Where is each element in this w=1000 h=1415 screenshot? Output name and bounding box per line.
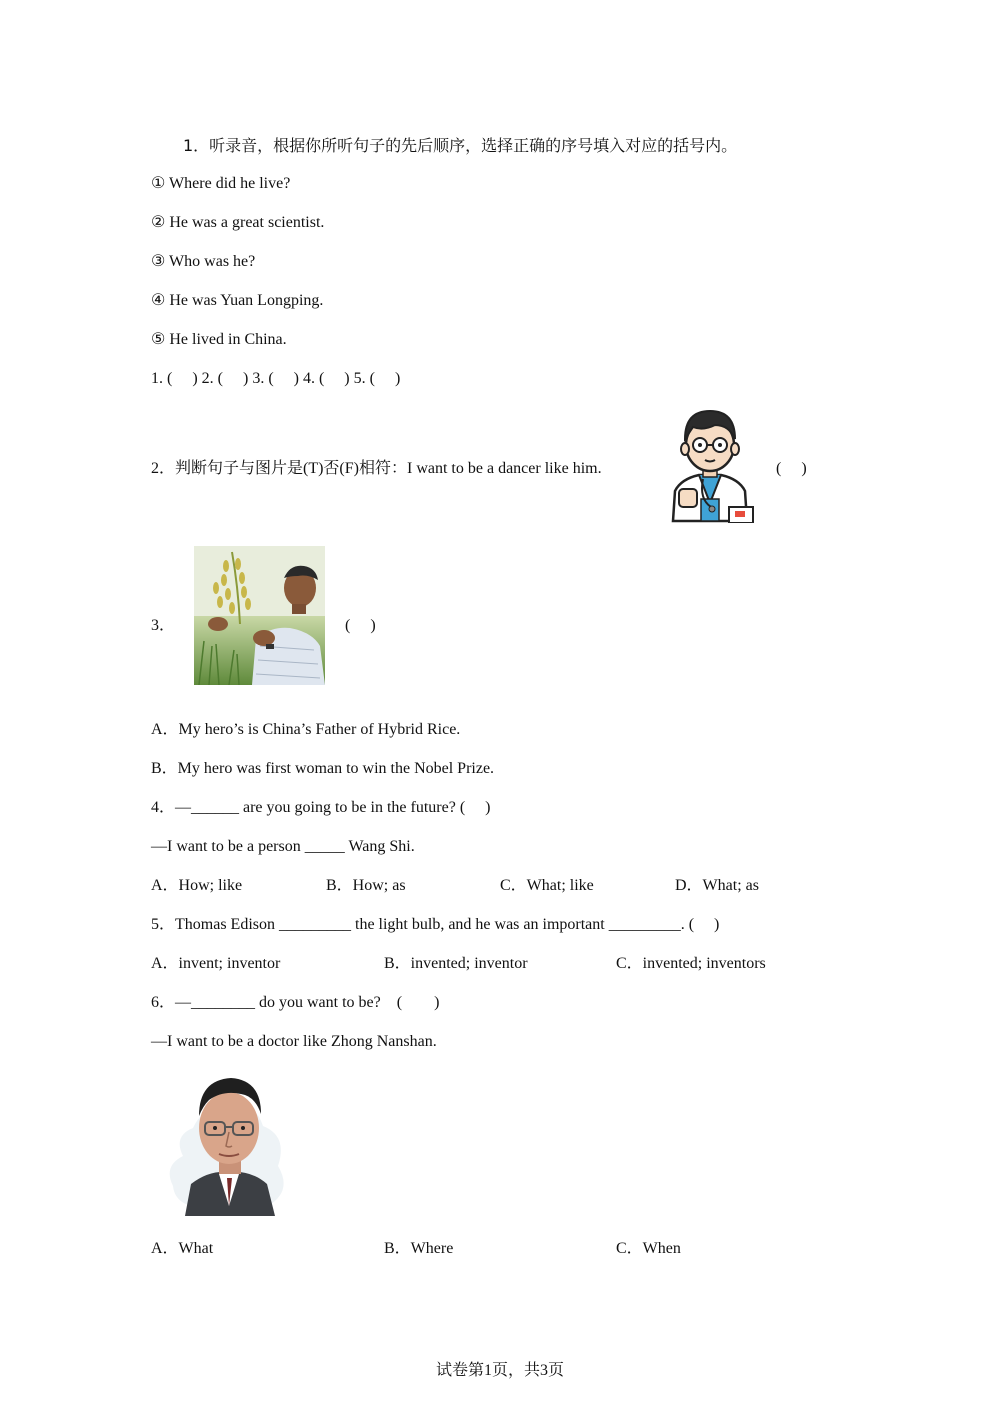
q6-stem-reply: —I want to be a doctor like Zhong Nanshan.	[151, 1033, 437, 1050]
q5-option-b: B．invented; inventor	[384, 955, 528, 972]
q1-item-5: ⑤ He lived in China.	[151, 331, 287, 348]
q6-option-b: B．Where	[384, 1240, 454, 1257]
q4-option-a: A．How; like	[151, 877, 243, 894]
q5-option-a: A．invent; inventor	[151, 955, 281, 972]
q1-title: 1．听录音，根据你所听句子的先后顺序，选择正确的序号填入对应的括号内。	[183, 136, 738, 155]
page-footer: 试卷第1页，共3页	[435, 1362, 564, 1379]
q3-option-a: A．My hero’s is China’s Father of Hybrid Rice.	[151, 721, 461, 738]
q6-option-a: A．What	[151, 1240, 214, 1257]
q2-answer-bracket: ( )	[776, 460, 807, 477]
q5-stem: 5．Thomas Edison _________ the light bulb, and he was an important _________. ( )	[151, 916, 720, 933]
q3-option-b: B．My hero was first woman to win the Nobel Prize.	[151, 760, 495, 777]
q1-answer-brackets: 1. ( ) 2. ( ) 3. ( ) 4. ( ) 5. ( )	[151, 370, 401, 387]
q6-option-c: C．When	[616, 1240, 681, 1257]
q3-number: 3．	[151, 617, 176, 634]
q1-item-2: ② He was a great scientist.	[151, 214, 325, 231]
q1-item-1: ① Where did he live?	[151, 175, 291, 192]
q2-text: 2．判断句子与图片是(T)否(F)相符：I want to be a dancer like him.	[151, 460, 602, 477]
doctor-cartoon-image	[663, 403, 757, 523]
q6-stem: 6．—________ do you want to be? ( )	[151, 994, 440, 1011]
q4-option-c: C．What; like	[500, 877, 594, 894]
q3-answer-bracket: ( )	[345, 617, 376, 634]
q1-item-3: ③ Who was he?	[151, 253, 256, 270]
q4-stem: 4．—______ are you going to be in the future? ( )	[151, 799, 491, 816]
q4-option-d: D．What; as	[675, 877, 759, 894]
zhong-nanshan-portrait	[163, 1066, 293, 1216]
q5-option-c: C．invented; inventors	[616, 955, 766, 972]
rice-scientist-photo	[194, 546, 325, 685]
q4-stem-reply: —I want to be a person _____ Wang Shi.	[151, 838, 415, 855]
q4-option-b: B．How; as	[326, 877, 406, 894]
q1-item-4: ④ He was Yuan Longping.	[151, 292, 324, 309]
